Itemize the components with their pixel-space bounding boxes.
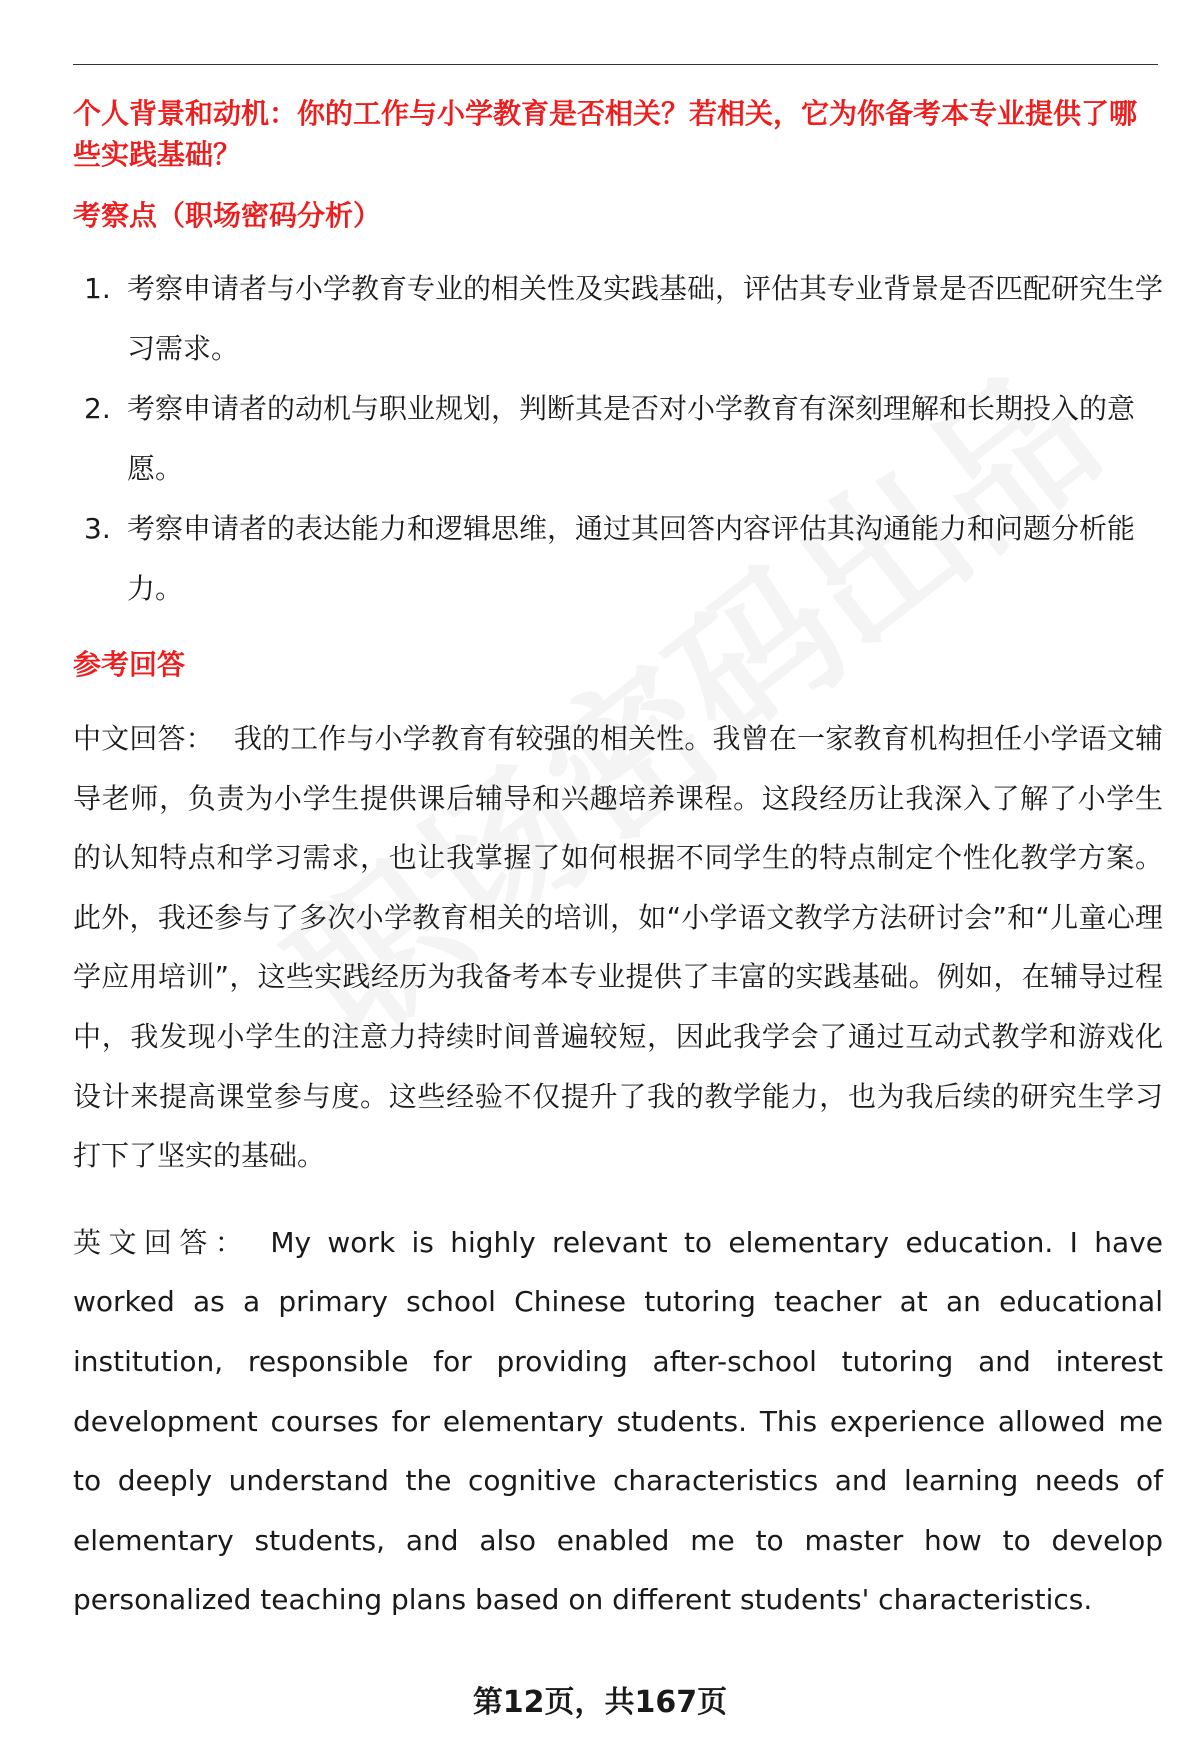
exam-point-text: 考察申请者的表达能力和逻辑思维，通过其回答内容评估其沟通能力和问题分析能力。 [127,512,1136,605]
exam-point-number: 1. [84,272,111,305]
exam-point-item [73,499,1163,619]
exam-point-item [73,259,1163,379]
english-answer-paragraph [73,1213,1163,1630]
chinese-answer-text: 我的工作与小学教育有较强的相关性。我曾在一家教育机构担任小学语文辅导老师，负责为小学生提供课后辅导和兴趣培养课程。这段经历让我深入了解了小学生的认知特点和学习需求，也让我掌握了如何根据不同学生的特点制定个性化教学方案。此外，我还参与了多次小学教育相关的培训，如“小学语文教学方法研讨会”和“儿童心理学应用培训”，这些实践经历为我备考本专业提供了丰富的实践基础。例如，在辅导过程中，我发现小学生的注意力持续时间普遍较短，因此我学会了通过互动式教学和游戏化设计来提高课堂参与度。这些经验不仅提升了我的教学能力，也为我后续的研究生学习打下了坚实的基础。 [73,722,1163,1173]
reference-answer-heading: 参考回答 [73,648,186,681]
exam-point-text: 考察申请者的动机与职业规划，判断其是否对小学教育有深刻理解和长期投入的意愿。 [127,392,1136,485]
exam-point-text: 考察申请者与小学教育专业的相关性及实践基础，评估其专业背景是否匹配研究生学习需求。 [127,272,1164,365]
chinese-answer-label: 中文回答： [73,722,214,755]
page-content [73,93,1163,1630]
exam-point-item [73,379,1163,499]
page-number-footer: 第12页，共167页 [472,1685,728,1720]
english-answer-text: My work is highly relevant to elementary education. I have worked as a primary school Chinese tutoring teacher at an educational institution, responsible for providing after-school tutoring and interest development courses for elementary students. This experience allowed me to deeply understand the cognitive characteristics and learning needs of elementary students, and also enabled me to master how to develop personalized teaching plans based on different students' characteristics. [73,1225,1163,1617]
exam-point-number: 2. [84,392,111,425]
english-answer-label: 英文回答： [73,1225,251,1259]
header-divider [73,64,1158,65]
exam-point-number: 3. [84,512,111,545]
question-title: 个人背景和动机：你的工作与小学教育是否相关？若相关，它为你备考本专业提供了哪些实践基础？ [73,97,1138,171]
exam-points-heading: 考察点（职场密码分析） [73,199,382,232]
exam-points-list [73,259,1163,619]
chinese-answer-paragraph [73,709,1163,1186]
